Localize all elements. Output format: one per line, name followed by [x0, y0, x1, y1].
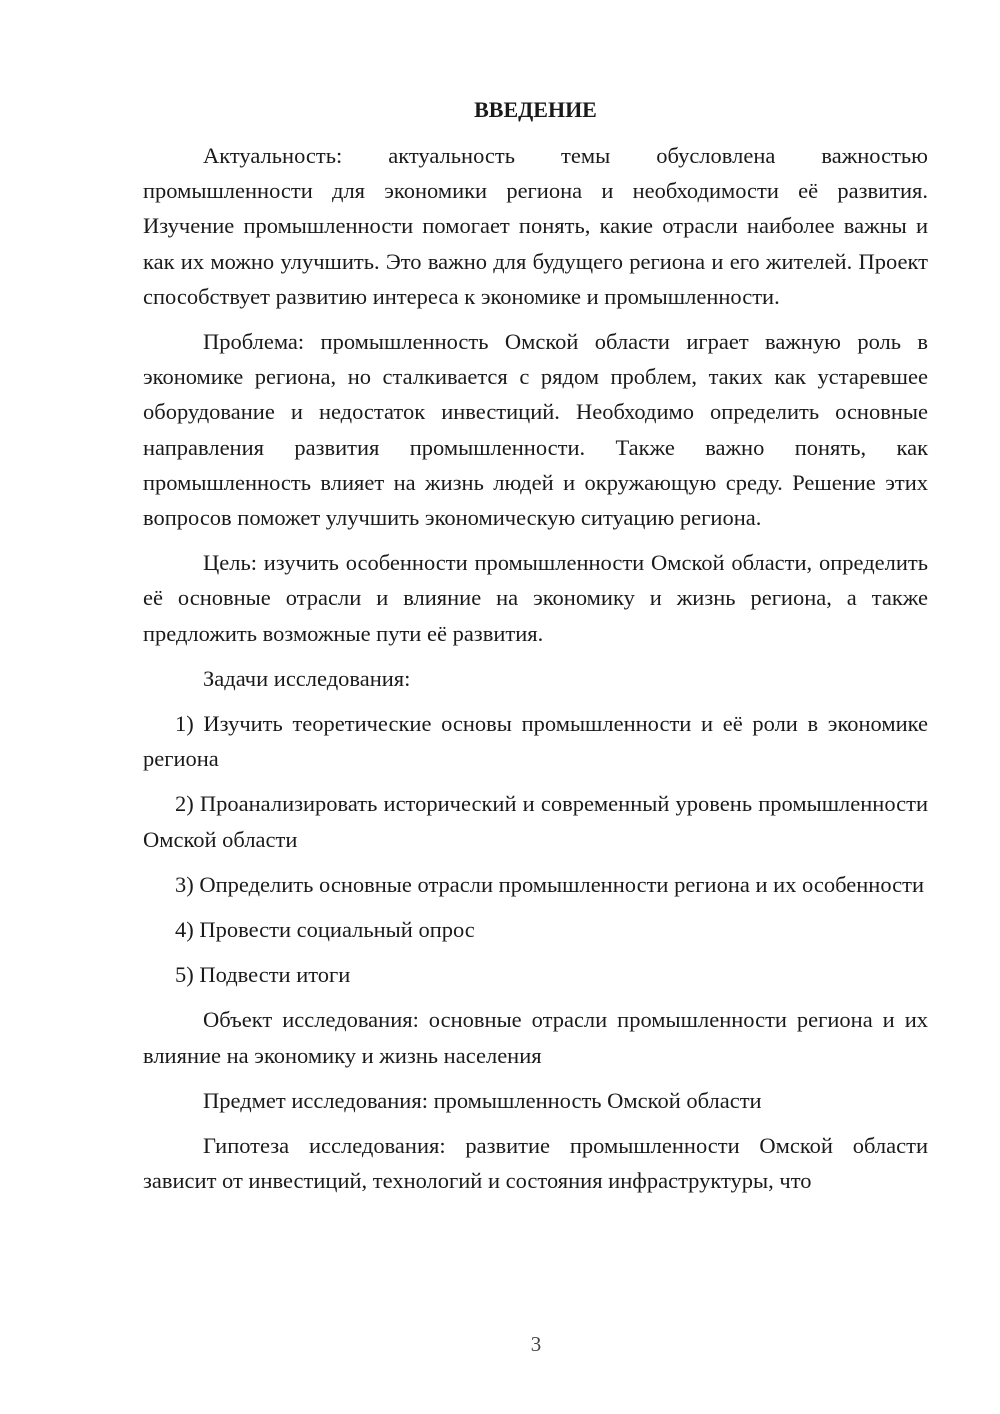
relevance-paragraph: Актуальность: актуальность темы обусловлена важностью промышленности для экономики региона и необходимости её развития. Изучение промышленности помогает понять, какие отрасли наиболее важны и как их можно улучшить. Это важно для будущего региона и его жителей. Проект способствует развитию интереса к экономике и промышленности. [143, 143, 928, 309]
task-item-4: 4) Провести социальный опрос [175, 917, 475, 943]
task-item-5: 5) Подвести итоги [175, 962, 351, 988]
page-body [143, 92, 928, 1198]
tasks-heading: Задачи исследования: [203, 665, 411, 691]
subject-paragraph: Предмет исследования: промышленность Омской области [203, 1087, 762, 1113]
problem-paragraph: Проблема: промышленность Омской области играет важную роль в экономике региона, но сталкивается с рядом проблем, таких как устаревшее оборудование и недостаток инвестиций. Необходимо определить основные направления развития промышленности. Также важно понять, как промышленность влияет на жизнь людей и окружающую среду. Решение этих вопросов поможет улучшить экономическую ситуацию региона. [143, 329, 928, 531]
goal-paragraph: Цель: изучить особенности промышленности Омской области, определить её основные отрасли и влияние на экономику и жизнь региона, а также предложить возможные пути её развития. [143, 550, 928, 646]
hypothesis-paragraph: Гипотеза исследования: развитие промышленности Омской области зависит от инвестиций, технологий и состояния инфраструктуры, что [143, 1133, 928, 1194]
page-number: 3 [530, 1332, 542, 1356]
page-heading: ВВЕДЕНИЕ [474, 97, 597, 122]
task-item-1: 1) Изучить теоретические основы промышленности и её роли в экономике региона [143, 711, 928, 772]
object-paragraph: Объект исследования: основные отрасли промышленности региона и их влияние на экономику и жизнь населения [143, 1007, 928, 1068]
task-item-3: 3) Определить основные отрасли промышленности региона и их особенности [175, 871, 924, 897]
task-item-2: 2) Проанализировать исторический и современный уровень промышленности Омской области [143, 791, 928, 852]
